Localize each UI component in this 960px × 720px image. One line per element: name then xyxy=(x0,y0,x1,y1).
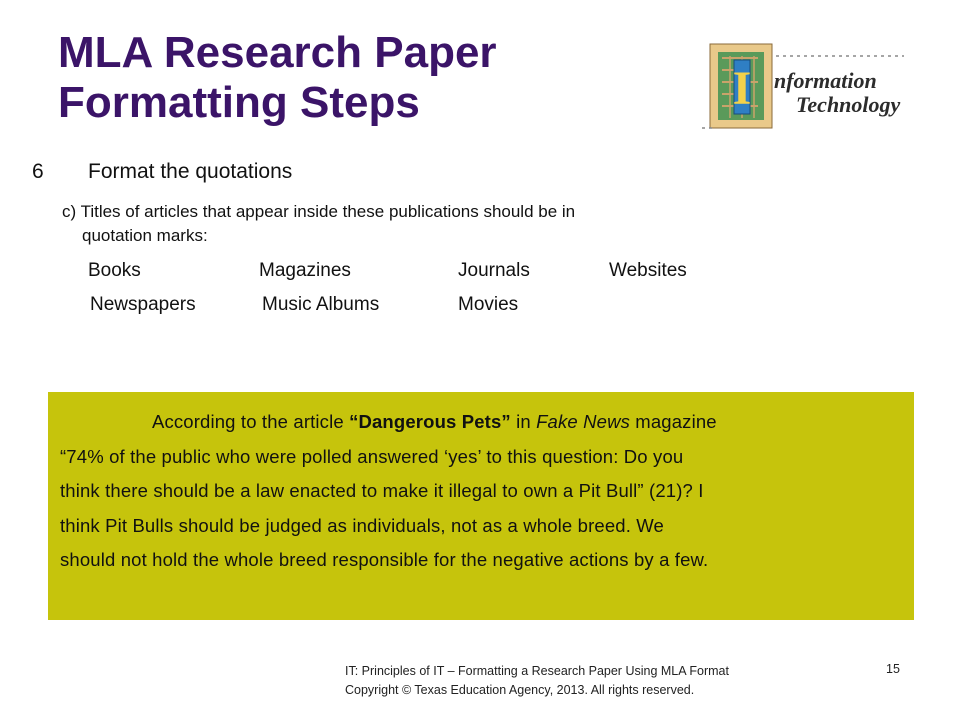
example-line-4: think Pit Bulls should be judged as individuals, not as a whole breed. We xyxy=(60,514,664,536)
publication-type-books: Books xyxy=(88,260,141,281)
slide-footer xyxy=(345,662,729,700)
title-line-2: Formatting Steps xyxy=(58,78,420,127)
step-6 xyxy=(32,160,292,184)
publication-type-newspapers: Newspapers xyxy=(90,294,196,315)
example-publication-name: Fake News xyxy=(536,411,630,432)
example-line-2: “74% of the public who were polled answered ‘yes’ to this question: Do you xyxy=(60,445,684,467)
sub-item-c xyxy=(62,200,822,248)
publication-type-music-albums: Music Albums xyxy=(262,294,380,315)
step-number: 6 xyxy=(32,160,44,183)
publication-type-websites: Websites xyxy=(609,260,687,281)
example-article-title: “Dangerous Pets” xyxy=(349,411,511,432)
footer-copyright: Copyright © Texas Education Agency, 2013. All rights reserved. xyxy=(345,683,695,697)
logo-letter: I xyxy=(732,62,752,115)
page-number: 15 xyxy=(886,662,900,676)
example-l1-b: in xyxy=(510,411,537,432)
logo-text-1: nformation xyxy=(774,68,877,93)
example-quotation-box xyxy=(48,392,914,620)
publication-type-magazines: Magazines xyxy=(259,260,351,281)
sub-item-line-1: c) Titles of articles that appear inside these publications should be in xyxy=(62,202,576,221)
example-l1-a: According to the article xyxy=(152,411,350,432)
example-line-5: should not hold the whole breed responsible for the negative actions by a few. xyxy=(60,549,709,570)
example-line-1 xyxy=(60,405,900,440)
slide-title xyxy=(58,28,658,128)
title-line-1: MLA Research Paper xyxy=(58,28,497,77)
example-l1-c: magazine xyxy=(630,411,717,432)
logo-text-2: Technology xyxy=(796,92,901,117)
publication-type-journals: Journals xyxy=(458,260,530,281)
example-line-3: think there should be a law enacted to make it illegal to own a Pit Bull” (21)? I xyxy=(60,480,704,501)
information-technology-logo xyxy=(700,38,912,138)
step-text: Format the quotations xyxy=(88,160,293,183)
publication-type-movies: Movies xyxy=(458,294,519,315)
sub-item-line-2: quotation marks: xyxy=(82,226,208,245)
footer-course-line: IT: Principles of IT – Formatting a Research Paper Using MLA Format xyxy=(345,664,729,678)
